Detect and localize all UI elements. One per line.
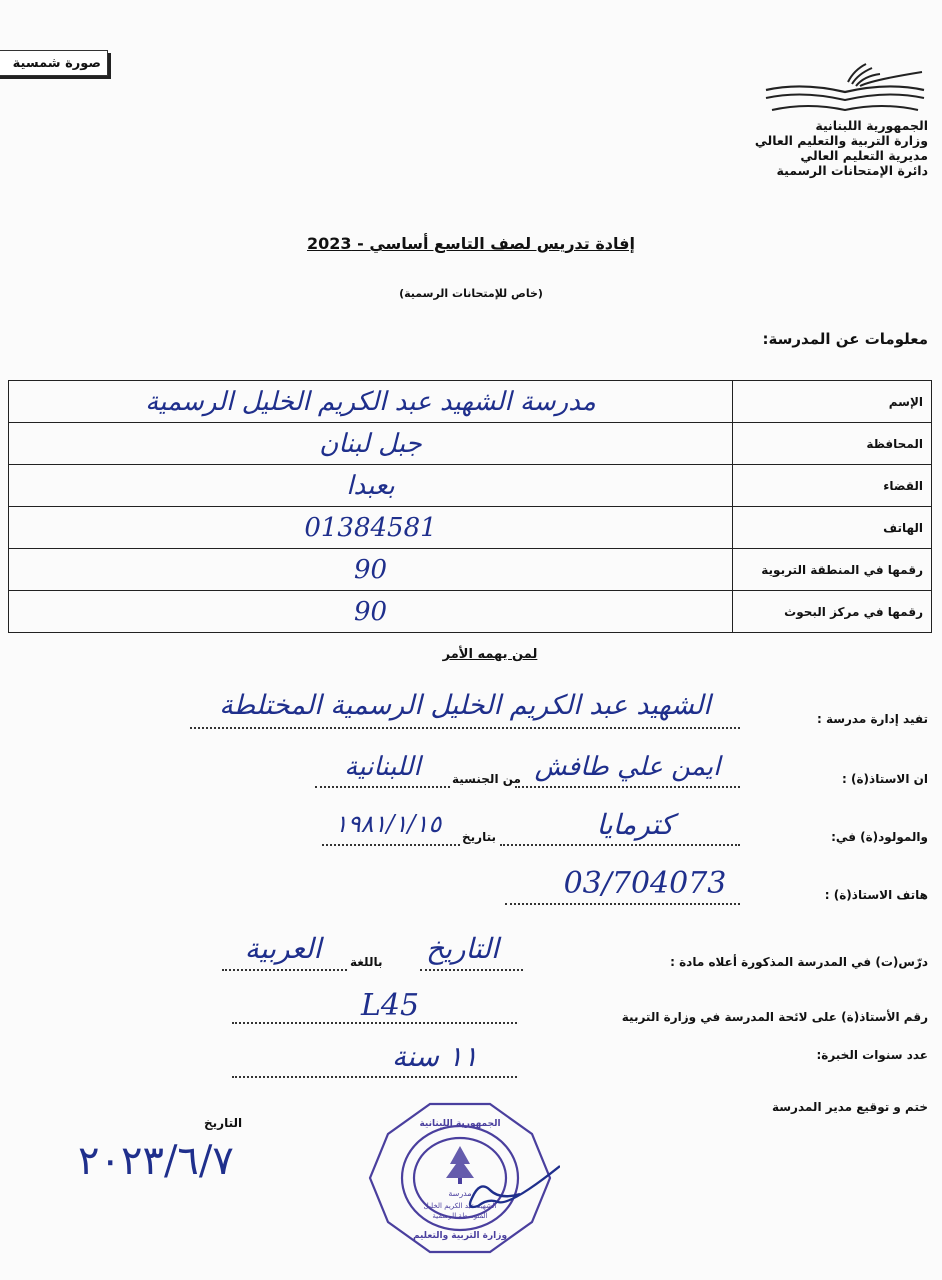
district-value: بعبدا (9, 465, 733, 507)
table-row (9, 423, 932, 465)
language-value: العربية (244, 932, 322, 965)
phone-value: 01384581 (9, 507, 733, 549)
header-line-republic: الجمهورية اللبنانية (815, 118, 928, 133)
teacher-phone-label: هاتف الاستاذ(ة) : (824, 888, 928, 902)
taught-label: درّس(ت) في المدرسة المذكورة أعلاه مادة : (670, 955, 928, 969)
nationality-label: من الجنسية (452, 772, 521, 786)
experience-dots (232, 1076, 517, 1078)
date-label: بتاريخ (462, 830, 496, 844)
born-place-dots (500, 844, 740, 846)
born-place-value: كترمايا (596, 808, 674, 841)
stamp-center-1: مدرسة (448, 1189, 472, 1198)
teacher-dots (515, 786, 740, 788)
stamp-center-3: المتوسطة الرسمية (432, 1212, 488, 1220)
header-line-ministry: وزارة التربية والتعليم العالي (754, 133, 928, 148)
born-label: والمولود(ة) في: (831, 830, 928, 844)
stamp-ring-top: الجمهورية اللبنانية (419, 1119, 501, 1129)
research-center-number-value: 90 (9, 591, 733, 633)
experience-value: ١١ سنة (392, 1040, 478, 1073)
research-center-number-label: رقمها في مركز البحوث (733, 591, 932, 633)
principal-stamp-label: ختم و توقيع مدير المدرسة (771, 1100, 928, 1114)
header-line-department: دائرة الإمتحانات الرسمية (776, 163, 928, 178)
governorate-label: المحافظة (733, 423, 932, 465)
school-name-label: الإسم (733, 381, 932, 423)
table-row (9, 381, 932, 423)
footer-date-value: ٢٠٢٣/٦/٧ (78, 1138, 234, 1184)
document-title (0, 234, 942, 253)
teacher-label: ان الاستاذ(ة) : (842, 772, 928, 786)
experience-label: عدد سنوات الخبرة: (816, 1048, 928, 1062)
region-number-value: 90 (9, 549, 733, 591)
table-row (9, 549, 932, 591)
footer-date-label: التاريخ (204, 1116, 243, 1130)
ministry-book-icon (762, 60, 928, 120)
document-subtitle: (خاص للإمتحانات الرسمية) (399, 287, 543, 300)
ministry-header (755, 118, 928, 178)
nationality-dots (315, 786, 450, 788)
district-label: القضاء (733, 465, 932, 507)
region-number-label: رقمها في المنطقة التربوية (733, 549, 932, 591)
phone-label: الهاتف (733, 507, 932, 549)
table-row (9, 465, 932, 507)
teacher-phone-value: 03/704073 (563, 866, 727, 901)
admin-label: تفيد إدارة مدرسة : (816, 712, 928, 726)
language-label: باللغة (350, 955, 383, 969)
document-title-text: إفادة تدريس لصف التاسع أساسي - 2023 (307, 234, 635, 253)
official-school-stamp (360, 1098, 560, 1258)
governorate-value: جبل لبنان (9, 423, 733, 465)
admin-dots (190, 727, 740, 729)
photo-placeholder-tag: صورة شمسية (0, 50, 108, 76)
register-value: L45 (360, 988, 420, 1023)
table-row (9, 591, 932, 633)
table-row (9, 507, 932, 549)
born-date-dots (322, 844, 460, 846)
header-line-directorate: مديرية التعليم العالي (800, 148, 928, 163)
register-label: رقم الأستاذ(ة) على لائحة المدرسة في وزارة التربية (621, 1010, 928, 1024)
school-info-table (8, 380, 932, 633)
teacher-phone-dots (505, 903, 740, 905)
admin-value: الشهيد عبد الكريم الخليل الرسمية المختلطة (219, 690, 711, 721)
teacher-value: ايمن علي طافش (534, 752, 721, 782)
stamp-center-2: الشهيد عبد الكريم الخليل (423, 1202, 497, 1210)
nationality-value: اللبنانية (344, 752, 421, 782)
to-whom-heading: لمن يهمه الأمر (442, 647, 538, 662)
born-date-value: ١٩٨١/١/١٥ (334, 810, 442, 838)
subject-dots (420, 969, 523, 971)
school-name-value: مدرسة الشهيد عبد الكريم الخليل الرسمية (9, 381, 733, 423)
subject-value: التاريخ (426, 932, 499, 965)
language-dots (222, 969, 347, 971)
cedar-icon (446, 1146, 474, 1178)
school-info-heading: معلومات عن المدرسة: (762, 330, 928, 348)
stamp-ring-bottom: وزارة التربية والتعليم (412, 1231, 508, 1241)
